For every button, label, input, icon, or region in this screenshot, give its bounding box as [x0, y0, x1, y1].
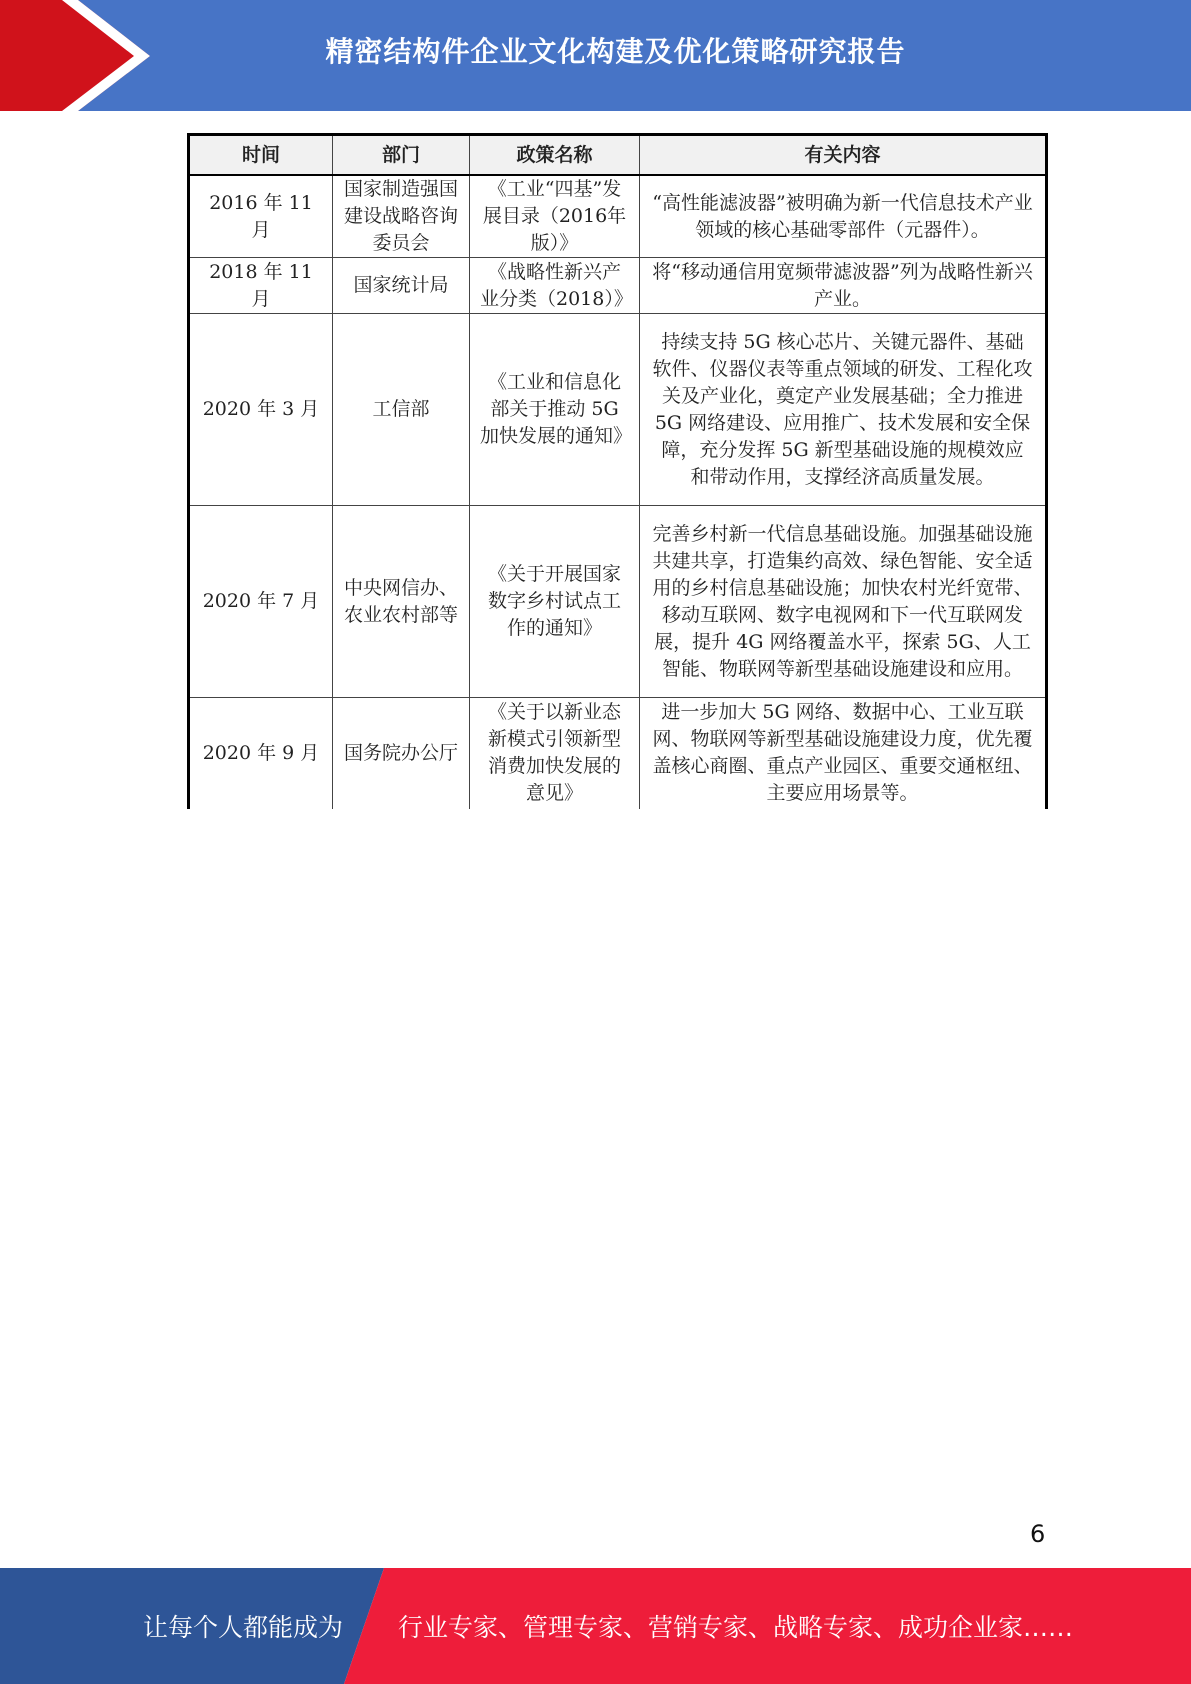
cell-policy: 《工业和信息化部关于推动 5G 加快发展的通知》 — [470, 314, 640, 506]
cell-content: “高性能滤波器”被明确为新一代信息技术产业领域的核心基础零部件（元器件）。 — [640, 175, 1047, 258]
table-row — [189, 506, 1047, 698]
header-time: 时间 — [189, 135, 333, 176]
footer-slogan-right: 行业专家、管理专家、营销专家、战略专家、成功企业家…… — [398, 1613, 1074, 1642]
cell-time: 2020 年 3 月 — [189, 314, 333, 506]
table-row — [189, 175, 1047, 258]
cell-policy: 《关于开展国家数字乡村试点工作的通知》 — [470, 506, 640, 698]
cell-content: 完善乡村新一代信息基础设施。加强基础设施共建共享，打造集约高效、绿色智能、安全适用的乡村信息基础设施；加快农村光纤宽带、移动互联网、数字电视网和下一代互联网发展，提升 4G 网络覆盖水平，探索 5G、人工智能、物联网等新型基础设施建设和应用。 — [640, 506, 1047, 698]
cell-dept: 中央网信办、农业农村部等 — [333, 506, 470, 698]
table-header-row — [189, 135, 1047, 176]
cell-policy: 《工业“四基”发展目录（2016年版）》 — [470, 175, 640, 258]
cell-policy: 《关于以新业态新模式引领新型消费加快发展的意见》 — [470, 698, 640, 809]
cell-content: 将“移动通信用宽频带滤波器”列为战略性新兴产业。 — [640, 258, 1047, 314]
table-row — [189, 698, 1047, 809]
header-dept: 部门 — [333, 135, 470, 176]
table-row — [189, 258, 1047, 314]
cell-content: 持续支持 5G 核心芯片、关键元器件、基础软件、仪器仪表等重点领域的研发、工程化攻关及产业化，奠定产业发展基础；全力推进 5G 网络建设、应用推广、技术发展和安全保障，充分发挥 5G 新型基础设施的规模效应和带动作用，支撑经济高质量发展。 — [640, 314, 1047, 506]
page-number: 6 — [1030, 1520, 1046, 1548]
footer-slogan-left: 让每个人都能成为 — [143, 1613, 344, 1642]
cell-time: 2016 年 11 月 — [189, 175, 333, 258]
cell-time: 2020 年 7 月 — [189, 506, 333, 698]
cell-content: 进一步加大 5G 网络、数据中心、工业互联网、物联网等新型基础设施建设力度，优先覆盖核心商圈、重点产业园区、重要交通枢纽、主要应用场景等。 — [640, 698, 1047, 809]
cell-policy: 《战略性新兴产业分类（2018）》 — [470, 258, 640, 314]
table-row — [189, 314, 1047, 506]
header-policy: 政策名称 — [470, 135, 640, 176]
header-content: 有关内容 — [640, 135, 1047, 176]
page-footer — [0, 1568, 1191, 1684]
cell-time: 2020 年 9 月 — [189, 698, 333, 809]
cell-dept: 国务院办公厅 — [333, 698, 470, 809]
cell-time: 2018 年 11 月 — [189, 258, 333, 314]
cell-dept: 工信部 — [333, 314, 470, 506]
policy-table — [187, 133, 1048, 809]
page-header — [0, 0, 1191, 111]
document-title: 精密结构件企业文化构建及优化策略研究报告 — [325, 35, 906, 68]
cell-dept: 国家制造强国建设战略咨询委员会 — [333, 175, 470, 258]
cell-dept: 国家统计局 — [333, 258, 470, 314]
